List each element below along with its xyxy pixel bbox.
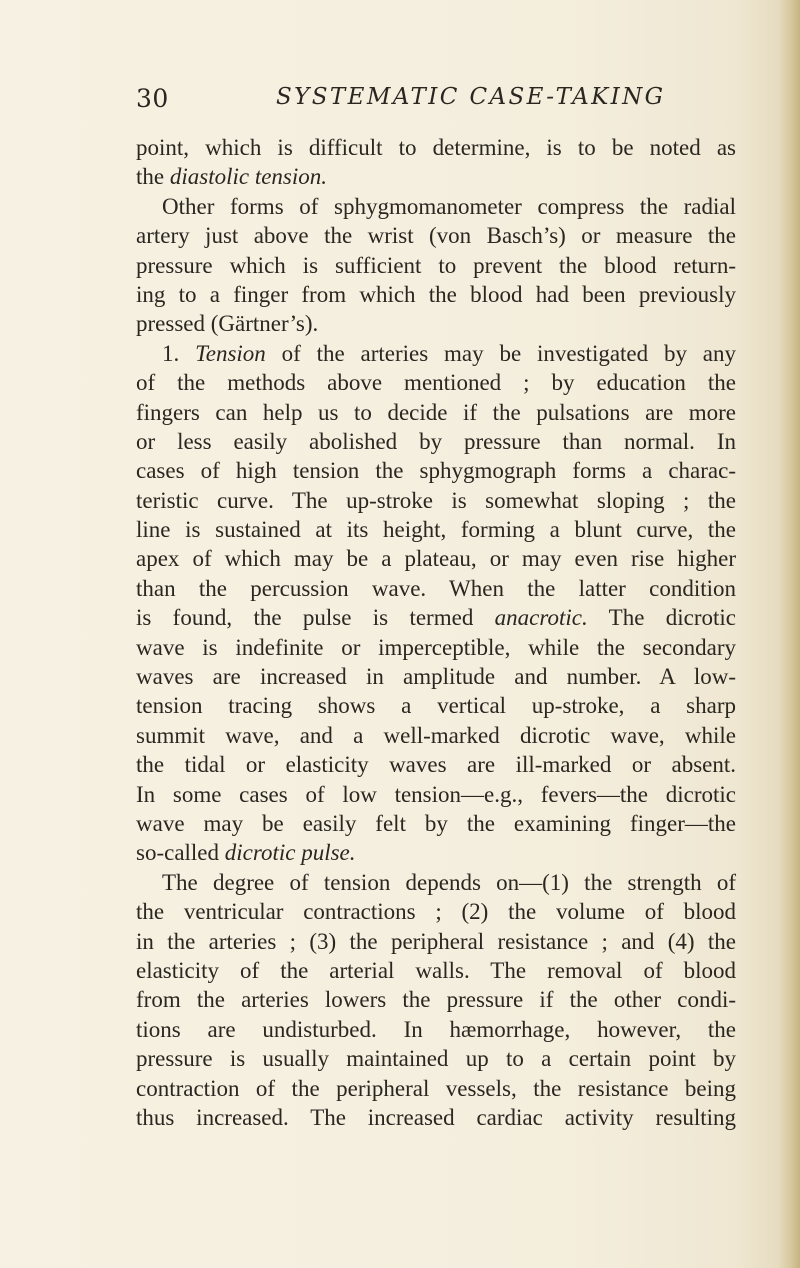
page-header [136,84,736,124]
text-line: fingers can help us to decide if the pulsations are more [136,399,736,425]
text-line: apex of which may be a plateau, or may even rise higher [136,546,736,572]
page-edge-shadow [778,0,800,1268]
text-line: pressure which is sufficient to prevent the blood return- [136,252,736,278]
text-line [136,603,736,632]
text-line: ing to a finger from which the blood had been previously [136,281,736,307]
text-line: pressed (Gärtner’s). [136,311,319,337]
italic-term: dicrotic pulse. [224,840,356,866]
text-run: so-called [136,840,225,866]
text-line: cases of high tension the sphygmograph forms a charac- [136,458,736,484]
text-line: the ventricular contractions ; (2) the volume of blood [136,899,736,925]
text-run: 1. [162,340,196,366]
text-line: than the percussion wave. When the latter condition [136,575,736,601]
running-head: SYSTEMATIC CASE-TAKING [276,84,666,110]
italic-term: Tension [195,340,266,366]
text-line: artery just above the wrist (von Basch’s) or measure the [136,223,736,249]
text-line: Other forms of sphygmomanometer compress the radial [162,193,736,219]
text-line [136,838,736,867]
text-run: the [136,164,170,190]
text-line: wave may be easily felt by the examining finger—the [136,810,736,836]
text-line: from the arteries lowers the pressure if the other condi- [136,987,736,1013]
text-line: tension tracing shows a vertical up-stroke, a sharp [136,693,736,719]
text-line: thus increased. The increased cardiac activity resulting [136,1104,736,1130]
text-line: The degree of tension depends on—(1) the strength of [162,869,736,895]
italic-term: diastolic tension. [169,164,328,190]
text-run: The dicrotic [587,605,736,631]
text-line [136,339,736,368]
text-line: summit wave, and a well-marked dicrotic wave, while [136,722,736,748]
body-text [136,133,736,1132]
text-run: is found, the pulse is termed [136,605,495,631]
text-line: or less easily abolished by pressure than normal. In [136,428,736,454]
text-line: tions are undisturbed. In hæmorrhage, however, the [136,1016,736,1042]
text-run: of the arteries may be investigated by any [265,340,736,366]
text-line: wave is indefinite or imperceptible, while the secondary [136,634,736,660]
text-line [136,162,736,191]
text-line: teristic curve. The up-stroke is somewhat sloping ; the [136,487,736,513]
italic-term: anacrotic. [494,605,588,631]
text-line: line is sustained at its height, forming a blunt curve, the [136,517,736,543]
text-line: of the methods above mentioned ; by education the [136,370,736,396]
text-line: pressure is usually maintained up to a certain point by [136,1046,736,1072]
page-number: 30 [136,84,169,113]
text-line: contraction of the peripheral vessels, the resistance being [136,1075,736,1101]
text-line: In some cases of low tension—e.g., fevers—the dicrotic [136,781,736,807]
text-line: point, which is difficult to determine, is to be noted as [136,135,736,160]
text-line: elasticity of the arterial walls. The removal of blood [136,957,736,983]
text-line: the tidal or elasticity waves are ill-marked or absent. [136,752,736,778]
text-line: in the arteries ; (3) the peripheral resistance ; and (4) the [136,928,736,954]
text-line: waves are increased in amplitude and number. A low- [136,664,736,690]
